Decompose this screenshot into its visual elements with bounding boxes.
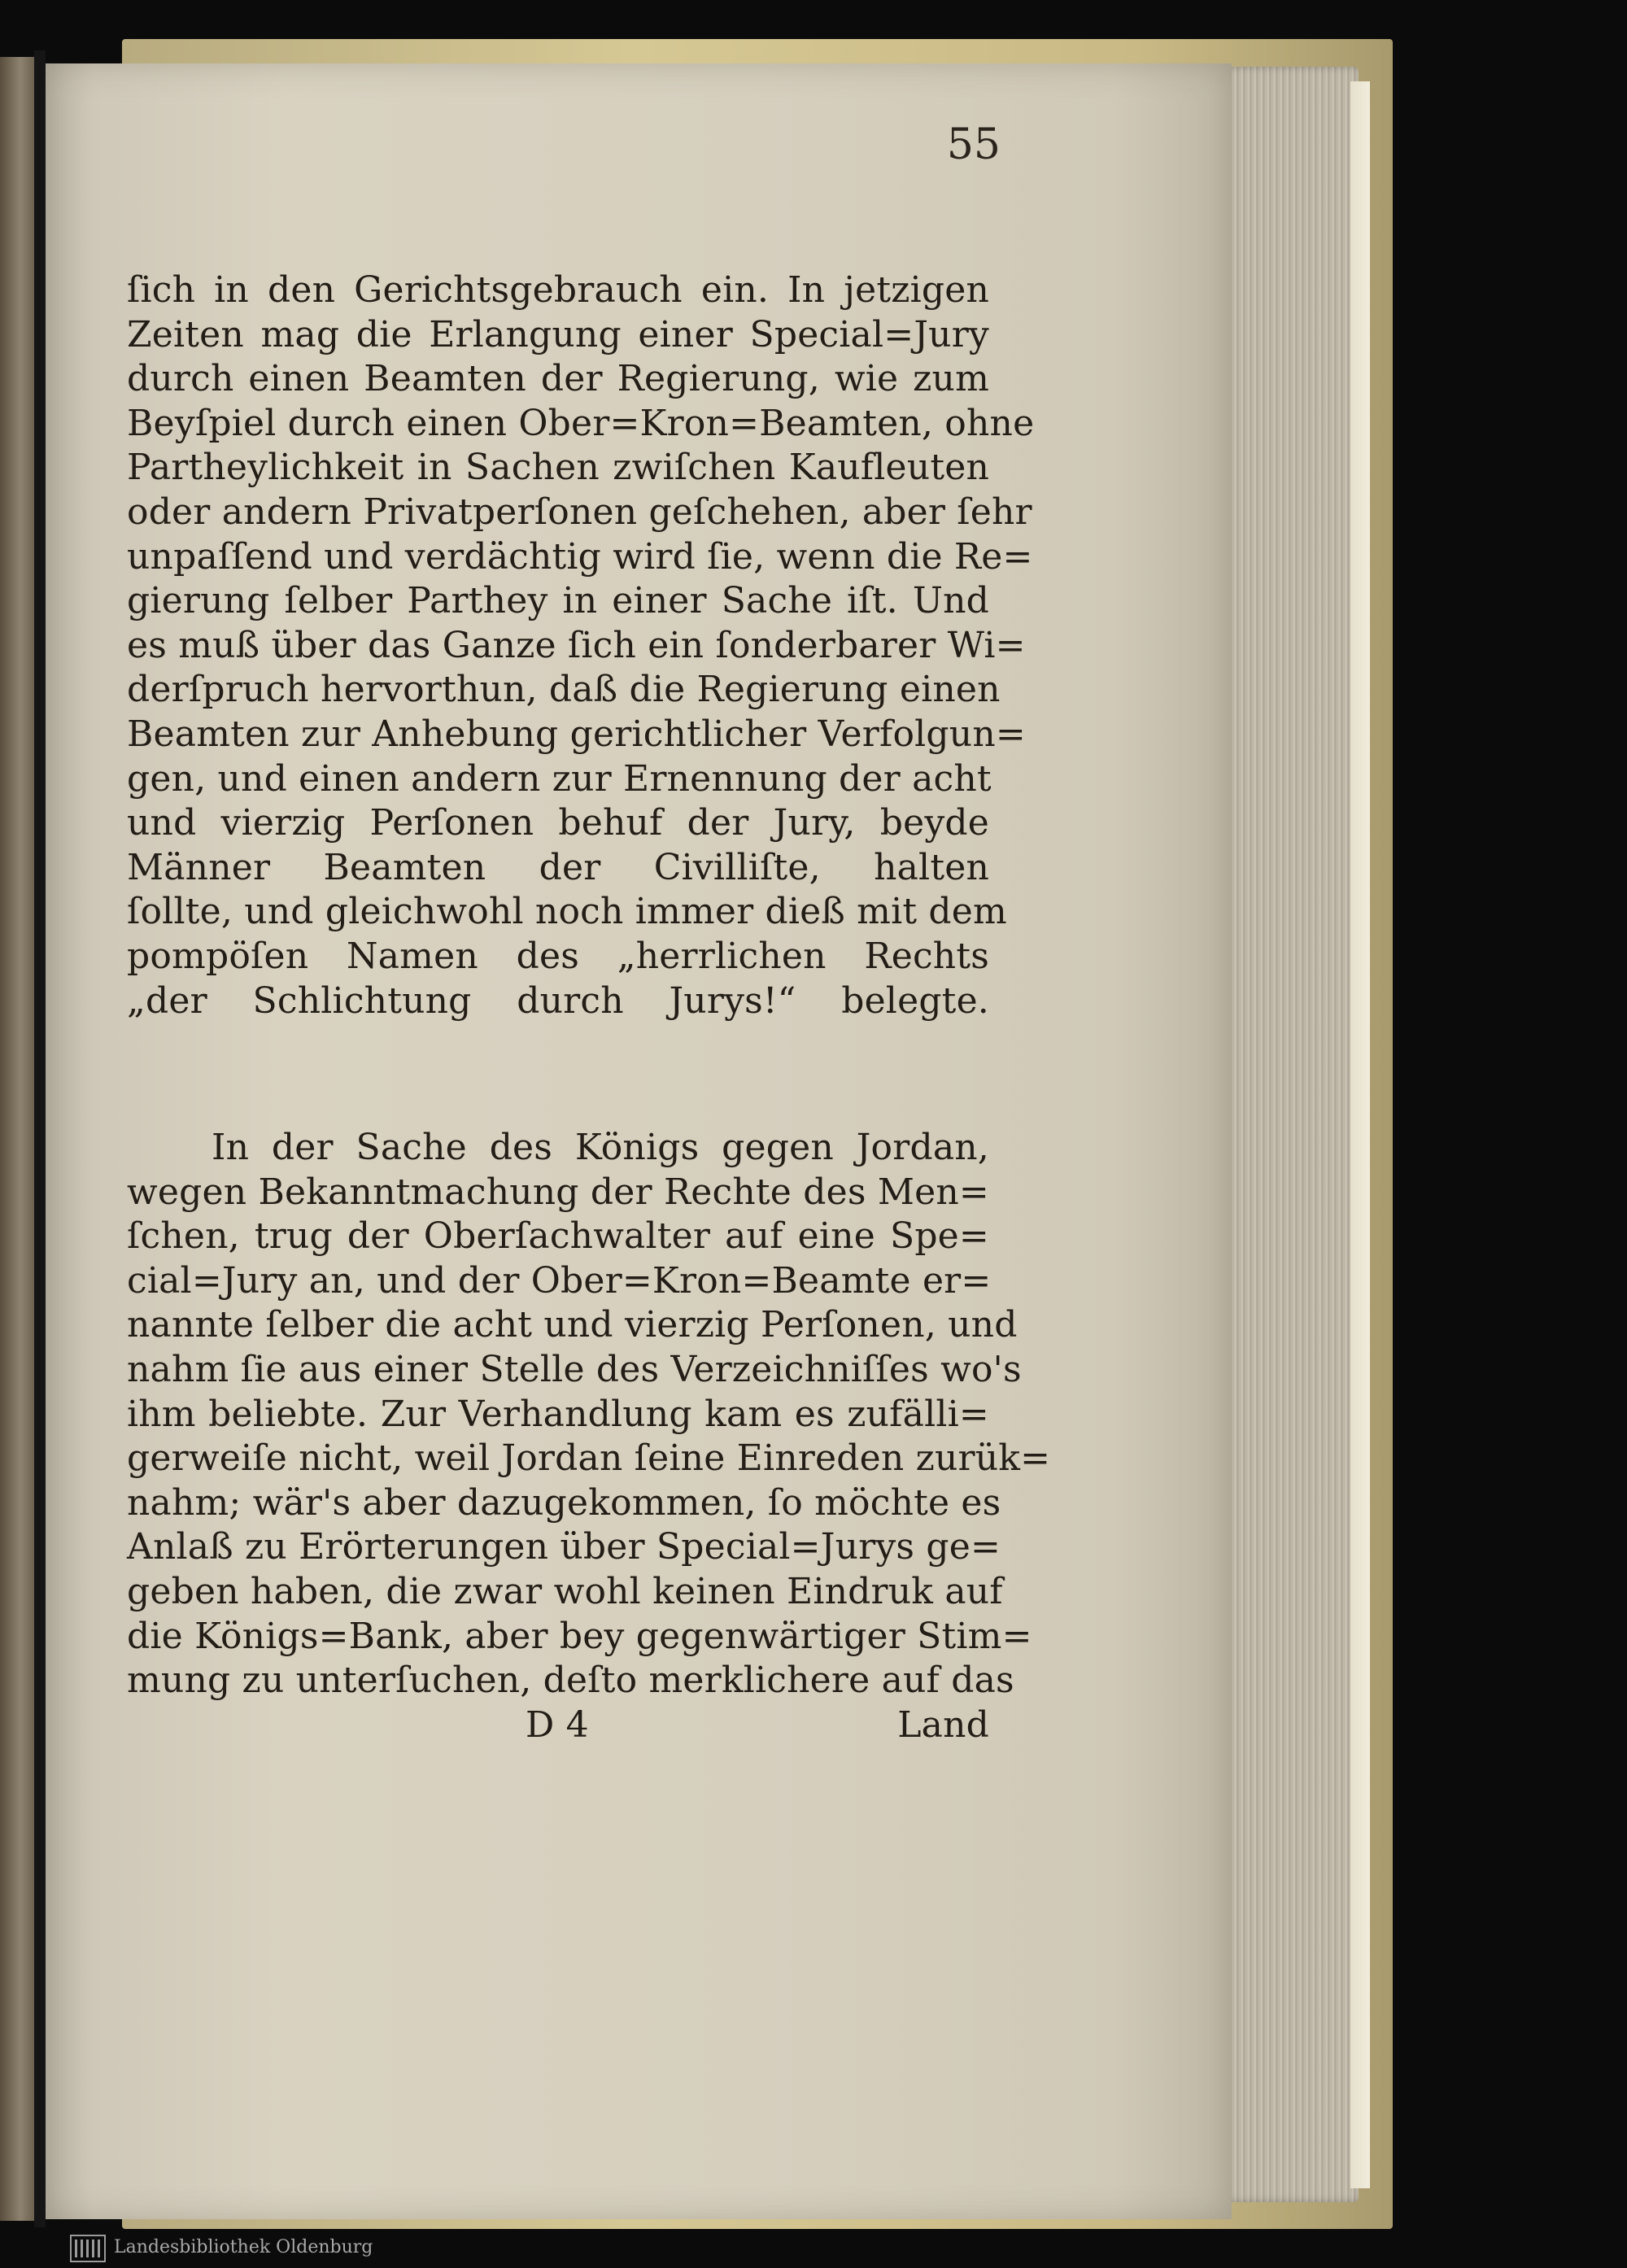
text-line: ſollte, und gleichwohl noch immer dieß mit dem (127, 891, 1007, 933)
page-number: 55 (946, 120, 1001, 169)
page-fore-edge (1220, 67, 1359, 2202)
text-line: In der Sache des Königs gegen Jordan, (212, 1127, 989, 1169)
text-line: gen, und einen andern zur Ernennung der acht (127, 757, 992, 800)
library-building-icon (70, 2235, 106, 2262)
text-line: ſich in den Gerichtsgebrauch ein. In jetzigen (127, 269, 989, 311)
text-line: unpaſſend und verdächtig wird ſie, wenn die Re= (127, 535, 1033, 578)
cover-edge (1350, 81, 1370, 2188)
text-line: nahm ſie aus einer Stelle des Verzeichniſſes wo's (127, 1349, 1022, 1391)
paragraph-gap (127, 1023, 989, 1126)
text-line: oder andern Privatperſonen geſchehen, aber ſehr (127, 491, 1032, 533)
text-line: Zeiten mag die Erlangung einer Special=Jury (127, 313, 989, 355)
text-line: ihm beliebte. Zur Verhandlung kam es zufälli= (127, 1393, 989, 1435)
text-line: derſpruch hervorthun, daß die Regierung einen (127, 669, 1001, 711)
book-gutter (34, 50, 46, 2227)
text-line: cial=Jury an, und der Ober=Kron=Beamte er= (127, 1259, 992, 1302)
text-line: durch einen Beamten der Regierung, wie zum (127, 358, 989, 400)
facing-page-edge (0, 57, 34, 2221)
text-line: gerweiſe nicht, weil Jordan ſeine Einreden zurük= (127, 1437, 1051, 1480)
text-line: ſchen, trug der Oberſachwalter auf eine Spe= (127, 1215, 989, 1258)
text-line: Männer Beamten der Civilliſte, halten (127, 846, 989, 888)
library-name: Landesbibliothek Oldenburg (114, 2237, 373, 2257)
text-line: es muß über das Ganze ſich ein ſonderbarer Wi= (127, 624, 1026, 666)
body-text (127, 268, 1051, 1747)
text-line: nannte ſelber die acht und vierzig Perſonen, und (127, 1304, 1018, 1346)
paragraph-1 (127, 268, 1035, 1023)
page-footer (127, 1703, 989, 1748)
catchword: Land (897, 1703, 989, 1746)
text-line: wegen Bekanntmachung der Rechte des Men= (127, 1171, 989, 1213)
text-line: Beyſpiel durch einen Ober=Kron=Beamten, ohne (127, 402, 1035, 444)
text-line: pompöſen Namen des „herrlichen Rechts (127, 935, 989, 977)
text-line: die Königs=Bank, aber bey gegenwärtiger Stim= (127, 1615, 1032, 1657)
paragraph-2 (127, 1126, 1051, 1703)
text-line: Partheylichkeit in Sachen zwiſchen Kaufleuten (127, 447, 989, 489)
text-line: nahm; wär's aber dazugekommen, ſo möchte es (127, 1481, 1001, 1524)
text-line: Anlaß zu Erörterungen über Special=Jurys ge= (127, 1526, 1001, 1568)
text-line: gierung ſelber Parthey in einer Sache iſt. Und (127, 580, 989, 622)
text-line: und vierzig Perſonen behuf der Jury, beyde (127, 802, 989, 844)
text-line: mung zu unterſuchen, deſto merklichere auf das (127, 1660, 1014, 1702)
text-line: „der Schlichtung durch Jurys!“ belegte. (127, 979, 989, 1022)
signature-mark: D 4 (526, 1703, 589, 1746)
text-line: Beamten zur Anhebung gerichtlicher Verfolgun= (127, 713, 1026, 755)
text-line: geben haben, die zwar wohl keinen Eindruk auf (127, 1571, 1003, 1613)
